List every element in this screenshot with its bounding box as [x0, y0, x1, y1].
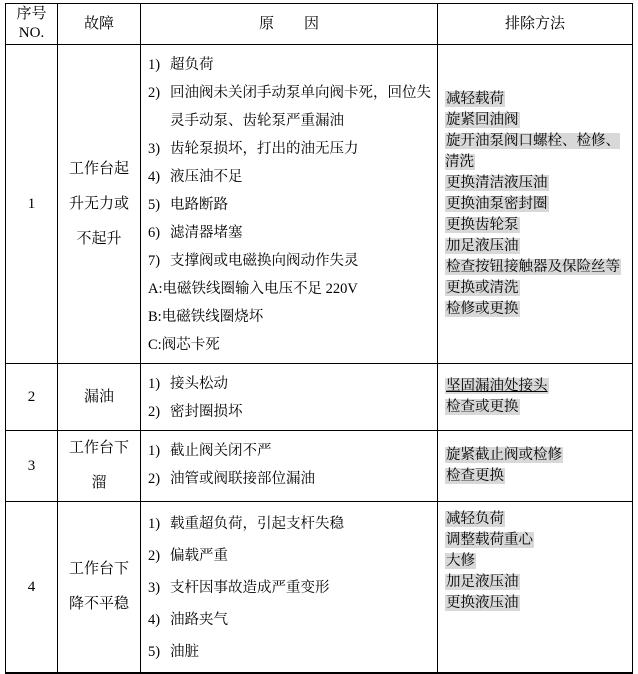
table-row [6, 502, 633, 674]
cell-fault [58, 502, 141, 674]
cause-item [148, 540, 433, 572]
method-item-text: 更换齿轮泵 [446, 216, 519, 233]
fault-line: 升无力或 [68, 195, 129, 212]
cause-item-text: 载重超负荷，引起支杆失稳 [170, 516, 344, 532]
fault-line: 溜 [91, 475, 107, 491]
header-col-no-line2: NO. [18, 25, 45, 41]
document-page [5, 3, 632, 674]
cause-item-number: 2) [148, 404, 161, 420]
method-item [445, 194, 628, 215]
method-item-text: 更换清洁液压油 [446, 174, 548, 191]
method-item [445, 572, 628, 593]
cell-methods [438, 502, 633, 674]
cause-item-text: 密封圈损坏 [170, 404, 243, 420]
cause-item-text: 超负荷 [170, 57, 214, 73]
method-item-text: 旋开油泵阀口螺栓、检修、清洗 [445, 132, 620, 170]
cause-item [148, 191, 433, 219]
cause-item [148, 163, 433, 191]
cause-item [148, 465, 433, 493]
cause-item [148, 398, 433, 426]
cause-item-text: 油路夹气 [170, 612, 228, 628]
method-item-text: 检查按钮接触器及保险丝等 [446, 258, 620, 275]
method-item [445, 215, 628, 236]
cell-causes [141, 364, 438, 431]
cell-causes [141, 431, 438, 502]
cause-item-text: 齿轮泵损坏，打出的油无压力 [170, 141, 359, 157]
cause-item-text: A:电磁铁线圈输入电压不足 220V [148, 281, 358, 297]
cause-item [148, 275, 433, 303]
fault-line: 降不平稳 [68, 596, 129, 612]
cause-item-text: 油管或阀联接部位漏油 [170, 471, 315, 487]
header-row [6, 4, 633, 45]
cell-row-number: 3 [6, 431, 58, 502]
cause-item [148, 370, 433, 398]
method-item [445, 299, 628, 320]
method-item [445, 397, 628, 418]
method-item-text: 坚固漏油处接头 [446, 378, 548, 394]
cause-item-number: 3) [148, 141, 161, 157]
cause-item-text: 油脏 [170, 644, 199, 660]
cause-item-text: B:电磁铁线圈烧坏 [148, 309, 264, 325]
method-item-text: 检查更换 [446, 468, 504, 484]
method-item-text: 检查或更换 [446, 399, 519, 415]
cause-item [148, 437, 433, 465]
cause-item-number: 1) [148, 516, 161, 532]
method-item [445, 509, 628, 530]
fault-line: 工作台起 [68, 160, 129, 177]
cause-item-number: 1) [148, 443, 161, 459]
method-item [445, 551, 628, 572]
cause-item-text: 支撑阀或电磁换向阀动作失灵 [170, 253, 359, 269]
method-item-text: 加足液压油 [446, 237, 519, 254]
cause-item-number: 1) [148, 57, 161, 73]
method-item-text: 旋紧截止阀或检修 [446, 447, 562, 463]
cause-item [148, 51, 433, 79]
method-item-text: 更换液压油 [446, 595, 519, 611]
method-item-text: 减轻载荷 [446, 90, 504, 107]
method-item-text: 更换或清洗 [446, 279, 519, 296]
cause-item [148, 303, 433, 331]
header-col-no [6, 4, 58, 45]
table-body [6, 45, 633, 674]
cell-fault [58, 364, 141, 431]
cause-item-text: C:阀芯卡死 [148, 337, 220, 353]
method-item-text: 加足液压油 [446, 574, 519, 590]
table-row [6, 45, 633, 364]
cause-item-number: 2) [148, 85, 161, 101]
cause-item-number: 7) [148, 253, 161, 269]
header-col-method: 排除方法 [438, 4, 633, 45]
troubleshooting-table [5, 3, 633, 674]
cell-methods [438, 431, 633, 502]
fault-line: 漏油 [83, 388, 114, 405]
cause-item [148, 508, 433, 540]
header-col-cause: 原 因 [141, 4, 438, 45]
cause-item [148, 636, 433, 668]
cause-item-number: 2) [148, 471, 161, 487]
method-item [445, 530, 628, 551]
cell-causes [141, 502, 438, 674]
cause-item-text: 接头松动 [170, 376, 228, 392]
cause-item-number: 4) [148, 169, 161, 185]
table-header [6, 4, 633, 45]
method-item [445, 173, 628, 194]
cause-item-text: 滤清器堵塞 [170, 225, 243, 241]
cause-item [148, 604, 433, 636]
table-row [6, 364, 633, 431]
cell-row-number: 2 [6, 364, 58, 431]
cell-row-number: 1 [6, 45, 58, 364]
method-item-text: 更换油泵密封圈 [446, 195, 548, 212]
method-item [445, 466, 628, 487]
cause-item-text: 支杆因事故造成严重变形 [170, 580, 330, 596]
cause-item-text: 回油阀未关闭手动泵单向阀卡死，回位失灵手动泵、齿轮泵严重漏油 [170, 85, 431, 129]
cell-causes [141, 45, 438, 364]
header-col-fault: 故障 [58, 4, 141, 45]
cell-methods [438, 45, 633, 364]
method-item [445, 236, 628, 257]
cause-item [148, 79, 433, 135]
method-item-text: 旋紧回油阀 [446, 111, 519, 128]
cause-item-number: 6) [148, 225, 161, 241]
cause-item [148, 247, 433, 275]
cause-item-number: 3) [148, 580, 161, 596]
fault-line: 不起升 [76, 230, 122, 247]
method-item [445, 89, 628, 110]
cause-item [148, 331, 433, 359]
method-item-text: 大修 [446, 553, 475, 569]
fault-line: 工作台下 [68, 440, 129, 456]
cause-item-text: 液压油不足 [170, 169, 243, 185]
fault-line: 工作台下 [68, 561, 129, 577]
cause-item-number: 5) [148, 197, 161, 213]
method-item-text: 减轻负荷 [446, 511, 504, 527]
cause-item-number: 4) [148, 612, 161, 628]
method-item [445, 376, 628, 397]
method-item [445, 278, 628, 299]
method-item-text: 检修或更换 [446, 300, 519, 317]
cell-fault [58, 45, 141, 364]
method-item [445, 445, 628, 466]
cause-item-number: 5) [148, 644, 161, 660]
method-item [445, 257, 628, 278]
cause-item-text: 截止阀关闭不严 [170, 443, 272, 459]
cause-item-text: 偏载严重 [170, 548, 228, 564]
cell-methods [438, 364, 633, 431]
cell-fault [58, 431, 141, 502]
cell-row-number: 4 [6, 502, 58, 674]
cause-item [148, 135, 433, 163]
method-item [445, 593, 628, 614]
cause-item-number: 2) [148, 548, 161, 564]
cause-item-text: 电路断路 [170, 197, 228, 213]
cause-item [148, 572, 433, 604]
cause-item-number: 1) [148, 376, 161, 392]
method-item [445, 110, 628, 131]
method-item-text: 调整载荷重心 [446, 532, 533, 548]
header-col-no-line1: 序号 [16, 6, 47, 22]
method-item [445, 131, 628, 173]
table-row [6, 431, 633, 502]
cause-item [148, 219, 433, 247]
